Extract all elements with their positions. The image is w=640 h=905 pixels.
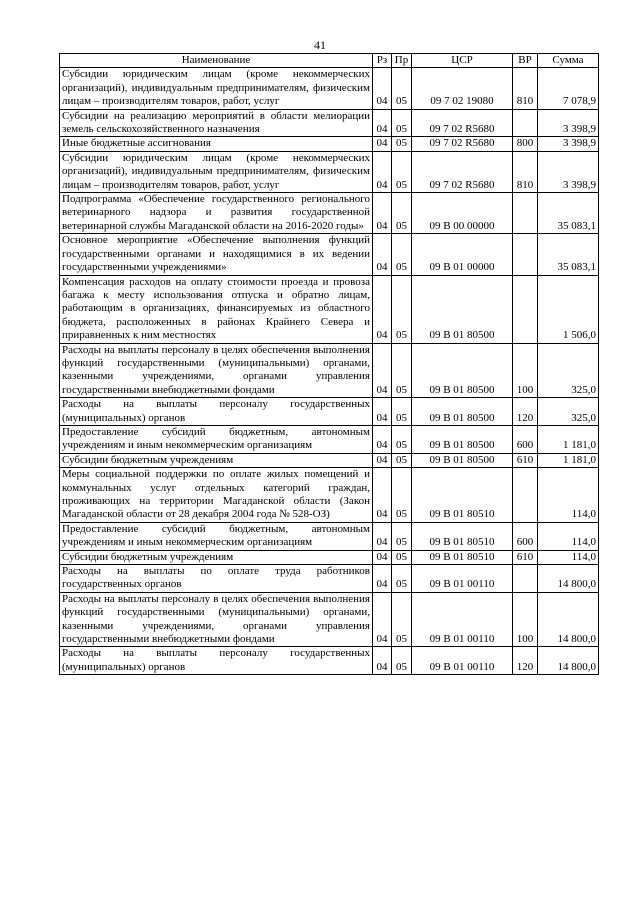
cell-rz: 04 [373, 193, 392, 234]
cell-pr: 05 [392, 647, 412, 675]
cell-csr: 09 В 01 80510 [412, 550, 513, 564]
cell-sum: 114,0 [538, 468, 599, 523]
cell-name: Расходы на выплаты персоналу в целях обеспечения выполнения функций государственными (муниципальными) органами, казенными учреждениями, органами управления государственными внебюджетными фондами [60, 592, 373, 647]
cell-vr [513, 234, 538, 275]
table-row [60, 151, 599, 192]
column-header-sum: Сумма [538, 54, 599, 68]
cell-csr: 09 7 02 R5680 [412, 151, 513, 192]
cell-sum: 14 800,0 [538, 592, 599, 647]
cell-rz: 04 [373, 275, 392, 343]
cell-csr: 09 7 02 19080 [412, 68, 513, 109]
cell-pr: 05 [392, 109, 412, 137]
cell-vr: 810 [513, 68, 538, 109]
cell-vr: 120 [513, 398, 538, 426]
cell-vr: 100 [513, 592, 538, 647]
cell-csr: 09 7 02 R5680 [412, 137, 513, 151]
cell-vr [513, 109, 538, 137]
cell-pr: 05 [392, 193, 412, 234]
cell-rz: 04 [373, 343, 392, 398]
cell-name: Меры социальной поддержки по оплате жилых помещений и коммунальных услуг отдельных категорий граждан, проживающих на территории Магаданской области (Закон Магаданской области от 28 декабря 2004 года № 528-ОЗ) [60, 468, 373, 523]
cell-name: Субсидии бюджетным учреждениям [60, 550, 373, 564]
cell-sum: 14 800,0 [538, 647, 599, 675]
cell-name: Предоставление субсидий бюджетным, автономным учреждениям и иным некоммерческим организациям [60, 425, 373, 453]
cell-vr: 800 [513, 137, 538, 151]
cell-pr: 05 [392, 398, 412, 426]
cell-csr: 09 В 01 00000 [412, 234, 513, 275]
cell-rz: 04 [373, 550, 392, 564]
cell-vr: 600 [513, 522, 538, 550]
column-header-name: Наименование [60, 54, 373, 68]
column-header-vr: ВР [513, 54, 538, 68]
cell-rz: 04 [373, 151, 392, 192]
cell-name: Компенсация расходов на оплату стоимости проезда и провоза багажа к месту использования отпуска и обратно лицам, работающим в организациях, финансируемых из областного бюджета, расположенных в районах Крайнего Севера и приравненных к ним местностях [60, 275, 373, 343]
column-header-rz: Рз [373, 54, 392, 68]
cell-sum: 3 398,9 [538, 137, 599, 151]
cell-name: Иные бюджетные ассигнования [60, 137, 373, 151]
cell-name: Субсидии юридическим лицам (кроме некоммерческих организаций), индивидуальным предпринимателям, физическим лицам – производителям товаров, работ, услуг [60, 151, 373, 192]
cell-name: Субсидии на реализацию мероприятий в области мелиорации земель сельскохозяйственного назначения [60, 109, 373, 137]
cell-sum: 1 181,0 [538, 453, 599, 467]
cell-pr: 05 [392, 522, 412, 550]
cell-pr: 05 [392, 275, 412, 343]
cell-sum: 3 398,9 [538, 109, 599, 137]
table-header [60, 54, 599, 68]
cell-name: Расходы на выплаты по оплате труда работников государственных органов [60, 565, 373, 593]
table-row [60, 109, 599, 137]
cell-csr: 09 7 02 R5680 [412, 109, 513, 137]
cell-csr: 09 В 01 80500 [412, 343, 513, 398]
cell-csr: 09 В 01 00110 [412, 647, 513, 675]
cell-rz: 04 [373, 68, 392, 109]
cell-rz: 04 [373, 398, 392, 426]
column-header-pr: Пр [392, 54, 412, 68]
cell-vr [513, 193, 538, 234]
table-row [60, 398, 599, 426]
cell-rz: 04 [373, 137, 392, 151]
cell-name: Основное мероприятие «Обеспечение выполнения функций государственными органами и находящимися в их ведении государственными учреждениями» [60, 234, 373, 275]
cell-pr: 05 [392, 453, 412, 467]
cell-sum: 7 078,9 [538, 68, 599, 109]
cell-sum: 325,0 [538, 343, 599, 398]
cell-pr: 05 [392, 550, 412, 564]
cell-vr: 610 [513, 453, 538, 467]
table-row [60, 234, 599, 275]
table-row [60, 137, 599, 151]
cell-rz: 04 [373, 109, 392, 137]
cell-sum: 35 083,1 [538, 234, 599, 275]
cell-pr: 05 [392, 343, 412, 398]
cell-name: Расходы на выплаты персоналу государственных (муниципальных) органов [60, 647, 373, 675]
cell-vr: 600 [513, 425, 538, 453]
cell-pr: 05 [392, 68, 412, 109]
cell-pr: 05 [392, 592, 412, 647]
table-row [60, 592, 599, 647]
cell-pr: 05 [392, 151, 412, 192]
cell-csr: 09 В 01 80500 [412, 275, 513, 343]
cell-vr [513, 275, 538, 343]
cell-csr: 09 В 00 00000 [412, 193, 513, 234]
cell-pr: 05 [392, 137, 412, 151]
cell-name: Расходы на выплаты персоналу государственных (муниципальных) органов [60, 398, 373, 426]
cell-rz: 04 [373, 565, 392, 593]
cell-vr [513, 565, 538, 593]
cell-rz: 04 [373, 592, 392, 647]
page-number: 41 [314, 38, 326, 52]
table-row [60, 468, 599, 523]
cell-vr: 100 [513, 343, 538, 398]
cell-pr: 05 [392, 468, 412, 523]
cell-sum: 3 398,9 [538, 151, 599, 192]
cell-csr: 09 В 01 80500 [412, 398, 513, 426]
budget-table [59, 53, 599, 675]
table-row [60, 68, 599, 109]
cell-pr: 05 [392, 234, 412, 275]
cell-vr: 810 [513, 151, 538, 192]
cell-vr: 120 [513, 647, 538, 675]
table-row [60, 343, 599, 398]
table-row [60, 453, 599, 467]
cell-sum: 14 800,0 [538, 565, 599, 593]
column-header-csr: ЦСР [412, 54, 513, 68]
table-row [60, 193, 599, 234]
cell-csr: 09 В 01 00110 [412, 565, 513, 593]
table-row [60, 565, 599, 593]
cell-pr: 05 [392, 565, 412, 593]
cell-csr: 09 В 01 80510 [412, 522, 513, 550]
cell-vr [513, 468, 538, 523]
cell-name: Подпрограмма «Обеспечение государственного регионального ветеринарного надзора и развития государственной ветеринарной службы Магаданской области на 2016-2020 годы» [60, 193, 373, 234]
table-row [60, 425, 599, 453]
cell-name: Субсидии бюджетным учреждениям [60, 453, 373, 467]
cell-csr: 09 В 01 00110 [412, 592, 513, 647]
cell-vr: 610 [513, 550, 538, 564]
cell-sum: 35 083,1 [538, 193, 599, 234]
cell-pr: 05 [392, 425, 412, 453]
cell-csr: 09 В 01 80500 [412, 453, 513, 467]
cell-sum: 325,0 [538, 398, 599, 426]
cell-sum: 1 181,0 [538, 425, 599, 453]
cell-name: Расходы на выплаты персоналу в целях обеспечения выполнения функций государственными (муниципальными) органами, казенными учреждениями, органами управления государственными внебюджетными фондами [60, 343, 373, 398]
table-row [60, 522, 599, 550]
cell-rz: 04 [373, 522, 392, 550]
table-row [60, 647, 599, 675]
cell-csr: 09 В 01 80510 [412, 468, 513, 523]
cell-rz: 04 [373, 647, 392, 675]
cell-csr: 09 В 01 80500 [412, 425, 513, 453]
cell-rz: 04 [373, 468, 392, 523]
cell-sum: 1 506,0 [538, 275, 599, 343]
cell-rz: 04 [373, 425, 392, 453]
header-row [60, 54, 599, 68]
table-row [60, 275, 599, 343]
cell-name: Субсидии юридическим лицам (кроме некоммерческих организаций), индивидуальным предпринимателям, физическим лицам – производителям товаров, работ, услуг [60, 68, 373, 109]
cell-name: Предоставление субсидий бюджетным, автономным учреждениям и иным некоммерческим организациям [60, 522, 373, 550]
cell-rz: 04 [373, 453, 392, 467]
table-body [60, 68, 599, 675]
cell-rz: 04 [373, 234, 392, 275]
cell-sum: 114,0 [538, 522, 599, 550]
table-row [60, 550, 599, 564]
cell-sum: 114,0 [538, 550, 599, 564]
